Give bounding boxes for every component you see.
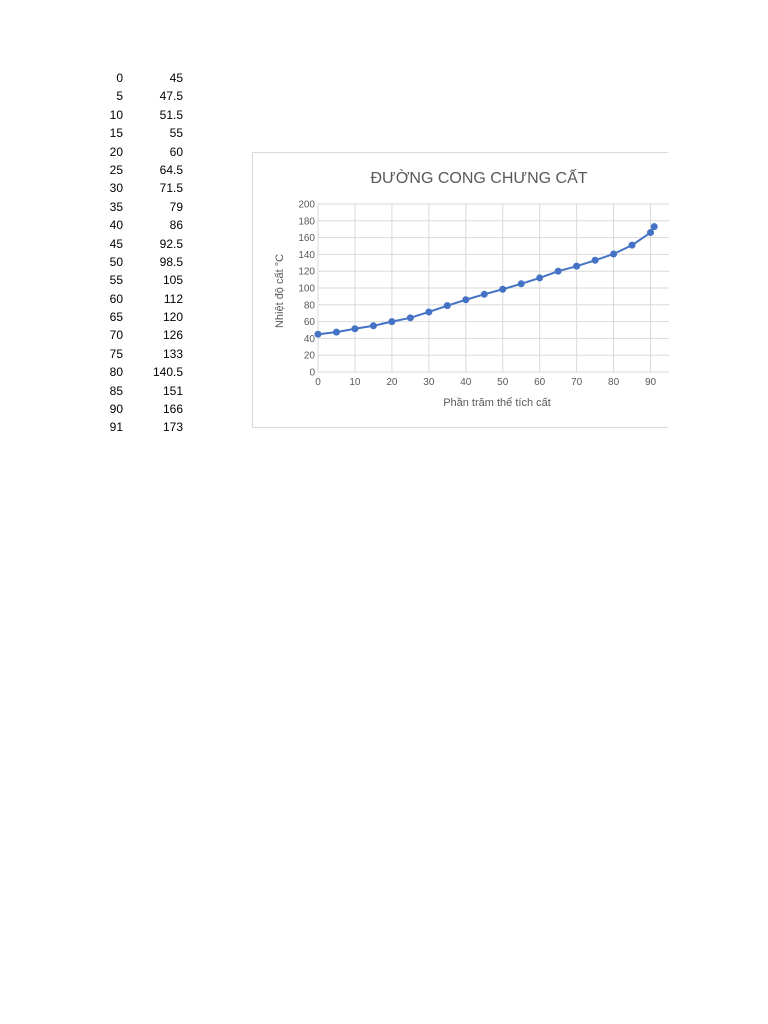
data-point <box>425 308 432 315</box>
percent-cell: 5 <box>116 89 123 104</box>
percent-cell: 91 <box>109 420 123 435</box>
data-point <box>610 250 617 257</box>
data-point <box>462 296 469 303</box>
chart-panel <box>252 152 668 428</box>
x-tick-label: 10 <box>349 377 361 388</box>
temperature-cell: 55 <box>169 126 183 141</box>
data-point <box>518 280 525 287</box>
x-tick-label: 30 <box>423 377 435 388</box>
y-axis-label: Nhiệt độ cất °C <box>274 253 286 329</box>
y-tick-label: 40 <box>303 333 315 345</box>
data-point <box>407 314 414 321</box>
temperature-cell: 60 <box>169 144 183 159</box>
x-tick-label: 90 <box>644 377 657 388</box>
temperature-cell: 105 <box>162 273 183 288</box>
data-point <box>315 331 322 338</box>
data-point <box>370 322 377 329</box>
y-tick-label: 0 <box>309 367 315 379</box>
data-point <box>351 325 358 332</box>
y-tick-label: 80 <box>303 300 315 312</box>
percent-cell: 0 <box>116 71 123 85</box>
data-point <box>481 291 488 298</box>
percent-cell: 80 <box>109 365 123 380</box>
data-point <box>651 223 658 230</box>
data-point <box>536 274 543 281</box>
chart-title: ĐƯỜNG CONG CHƯNG CẤT <box>370 170 588 187</box>
temperature-cell: 98.5 <box>159 254 183 269</box>
percent-cell: 35 <box>109 199 123 214</box>
y-tick-label: 140 <box>298 249 315 261</box>
percent-cell: 40 <box>109 218 123 233</box>
temperature-cell: 51.5 <box>159 107 183 122</box>
percent-cell: 15 <box>109 126 123 141</box>
y-tick-label: 60 <box>303 317 315 329</box>
percent-cell: 70 <box>109 328 123 343</box>
percent-cell: 75 <box>109 346 123 361</box>
x-axis-label: Phần trăm thể tích cất <box>443 397 551 409</box>
temperature-cell: 47.5 <box>159 89 183 104</box>
percent-cell: 60 <box>109 291 123 306</box>
percent-cell: 85 <box>109 383 123 398</box>
data-point <box>333 329 340 336</box>
percent-cell: 50 <box>109 254 123 269</box>
x-tick-label: 60 <box>534 377 546 388</box>
data-point <box>629 242 636 249</box>
temperature-cell: 79 <box>169 199 183 214</box>
distillation-chart <box>253 153 669 429</box>
data-point <box>499 286 506 293</box>
temperature-cell: 166 <box>162 402 183 417</box>
temperature-cell: 92.5 <box>159 236 183 251</box>
y-tick-label: 200 <box>298 199 315 211</box>
temperature-cell: 173 <box>162 420 183 435</box>
data-point <box>555 268 562 275</box>
series-points <box>315 223 658 338</box>
temperature-cell: 126 <box>162 328 183 343</box>
x-tick-label: 40 <box>460 377 472 388</box>
temperature-cell: 151 <box>162 383 183 398</box>
y-tick-label: 180 <box>298 216 315 228</box>
grid-lines <box>318 204 669 372</box>
percent-cell: 25 <box>109 162 123 177</box>
temperature-cell: 140.5 <box>152 365 183 380</box>
percent-cell: 65 <box>109 310 123 325</box>
percent-cell: 20 <box>109 144 123 159</box>
x-tick-label: 80 <box>608 377 620 388</box>
temperature-cell: 71.5 <box>159 181 183 196</box>
y-tick-label: 20 <box>303 350 315 362</box>
data-point <box>573 263 580 270</box>
temperature-cell: 64.5 <box>159 162 183 177</box>
percent-cell: 55 <box>109 273 123 288</box>
temperature-cell: 120 <box>162 310 183 325</box>
temperature-cell: 45 <box>169 71 183 85</box>
temperature-cell: 133 <box>162 346 183 361</box>
y-tick-label: 160 <box>298 233 315 245</box>
percent-cell: 30 <box>109 181 123 196</box>
percent-cell: 45 <box>109 236 123 251</box>
x-tick-label: 50 <box>497 377 509 388</box>
x-tick-label: 20 <box>386 377 398 388</box>
data-point <box>444 302 451 309</box>
data-point <box>647 229 654 236</box>
x-tick-label: 70 <box>571 377 583 388</box>
data-point <box>592 257 599 264</box>
y-tick-label: 100 <box>298 283 315 295</box>
percent-cell: 90 <box>109 402 123 417</box>
data-point <box>388 318 395 325</box>
temperature-cell: 86 <box>169 218 183 233</box>
y-tick-label: 120 <box>298 266 315 278</box>
temperature-cell: 112 <box>163 291 183 306</box>
series-line <box>318 227 654 335</box>
x-tick-label: 0 <box>315 377 321 388</box>
axis-ticks <box>298 200 656 389</box>
percent-cell: 10 <box>109 107 123 122</box>
